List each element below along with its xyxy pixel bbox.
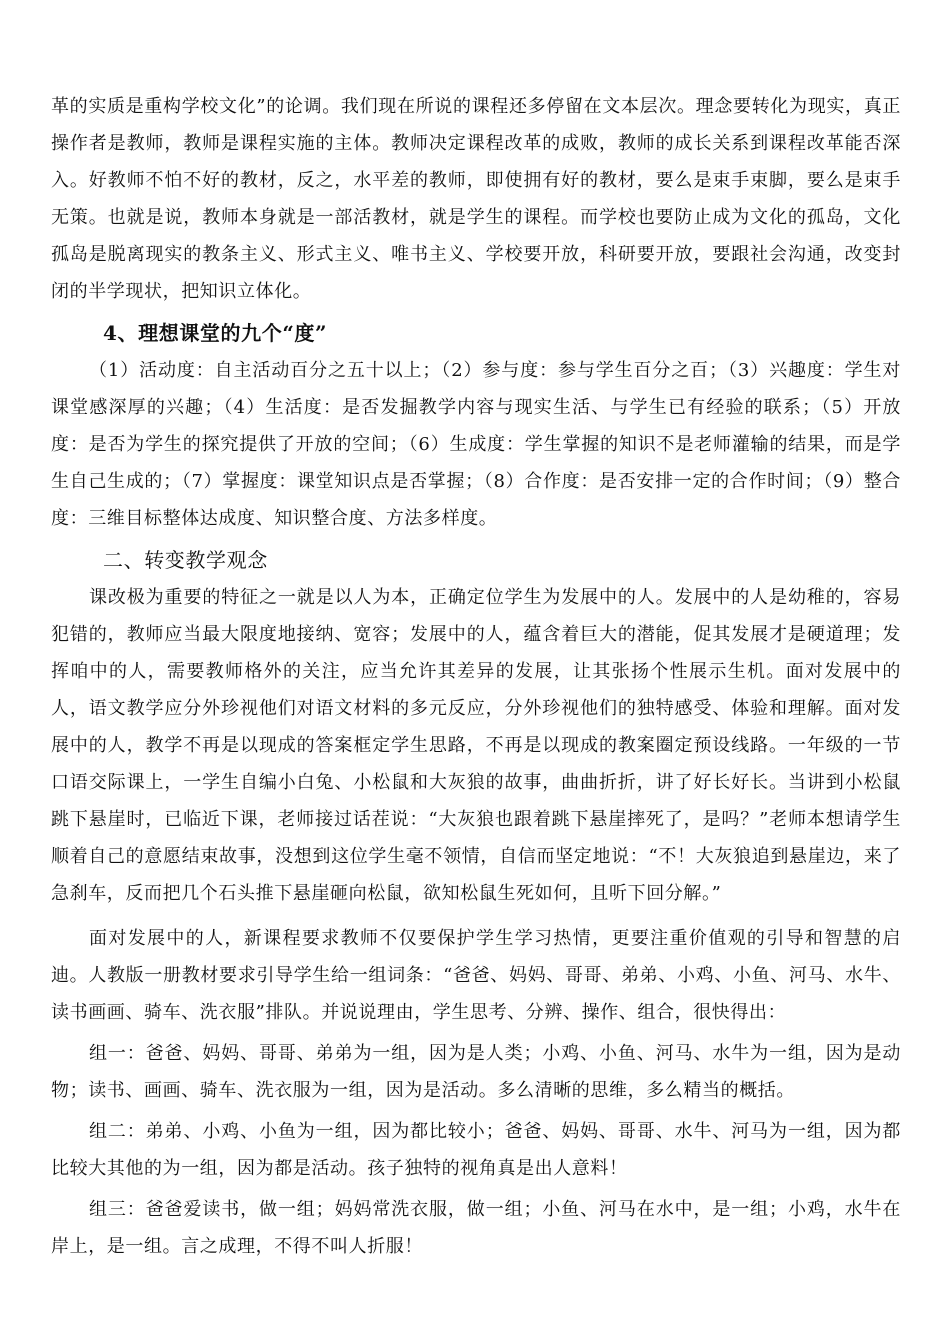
heading-nine-degrees: 4、理想课堂的九个“度” bbox=[103, 321, 328, 345]
paragraph-curriculum-reform: 革的实质是重构学校文化”的论调。我们现在所说的课程还多停留在文本层次。理念要转化为现实，真正操作者是教师，教师是课程实施的主体。教师决定课程改革的成败，教师的成长关系到课程改革能否深入。好教师不怕不好的教材，反之，水平差的教师，即使拥有好的教材，要么是束手束脚，要么是束手无策。也就是说，教师本身就是一部活教材，就是学生的课程。而学校也要防止成为文化的孤岛，文化孤岛是脱离现实的教条主义、形式主义、唯书主义、学校要开放，科研要开放，要跟社会沟通，改变封闭的半学现状，把知识立体化。 bbox=[51, 96, 901, 302]
paragraph-group-two: 组二：弟弟、小鸡、小鱼为一组，因为都比较小；爸爸、妈妈、哥哥、水牛、河马为一组，因为都比较大其他的为一组，因为都是活动。孩子独特的视角真是出人意料！ bbox=[51, 1121, 901, 1179]
paragraph-nine-degrees-list: （1）活动度：自主活动百分之五十以上；（2）参与度：参与学生百分之百；（3）兴趣度：学生对课堂感深厚的兴趣；（4）生活度：是否发掘教学内容与现实生活、与学生已有经验的联系；（5）开放度：是否为学生的探究提供了开放的空间；（6）生成度：学生掌握的知识不是老师灌输的结果，而是学生自己生成的；（7）掌握度：课堂知识点是否掌握；（8）合作度：是否安排一定的合作时间；（9）整合度：三维目标整体达成度、知识整合度、方法多样度。 bbox=[51, 360, 901, 529]
paragraph-group-three: 组三：爸爸爱读书，做一组；妈妈常洗衣服，做一组；小鱼、河马在水中，是一组；小鸡，水牛在岸上，是一组。言之成理，不得不叫人折服！ bbox=[51, 1199, 901, 1257]
paragraph-developing-person: 课改极为重要的特征之一就是以人为本，正确定位学生为发展中的人。发展中的人是幼稚的，容易犯错的，教师应当最大限度地接纳、宽容；发展中的人，蕴含着巨大的潜能，促其发展才是硬道理；发挥咱中的人，需要教师格外的关注，应当允许其差异的发展，让其张扬个性展示生机。面对发展中的人，语文教学应分外珍视他们对语文材料的多元反应，分外珍视他们的独特感受、体验和理解。面对发展中的人，教学不再是以现成的答案框定学生思路，不再是以现成的教案圈定预设线路。一年级的一节口语交际课上，一学生自编小白兔、小松鼠和大灰狼的故事，曲曲折折，讲了好长好长。当讲到小松鼠跳下悬崖时，已临近下课，老师接过话茬说：“大灰狼也跟着跳下悬崖摔死了，是吗？”老师本想请学生顺着自己的意愿结束故事，没想到这位学生毫不领情，自信而坚定地说：“不！大灰狼追到悬崖边，来了急刹车，反而把几个石头推下悬崖砸向松鼠，欲知松鼠生死如何，且听下回分解。” bbox=[51, 587, 901, 904]
paragraph-word-grouping-task: 面对发展中的人，新课程要求教师不仅要保护学生学习热情，更要注重价值观的引导和智慧的启迪。人教版一册教材要求引导学生给一组词条：“爸爸、妈妈、哥哥、弟弟、小鸡、小鱼、河马、水牛、读书画画、骑车、洗衣服”排队。并说说理由，学生思考、分辨、操作、组合，很快得出： bbox=[51, 928, 901, 1023]
heading-change-teaching-concept: 二、转变教学观念 bbox=[103, 548, 268, 572]
paragraph-group-one: 组一：爸爸、妈妈、哥哥、弟弟为一组，因为是人类；小鸡、小鱼、河马、水牛为一组，因为是动物；读书、画画、骑车、洗衣服为一组，因为是活动。多么清晰的思维，多么精当的概括。 bbox=[51, 1043, 901, 1101]
document-page bbox=[51, 88, 901, 1265]
